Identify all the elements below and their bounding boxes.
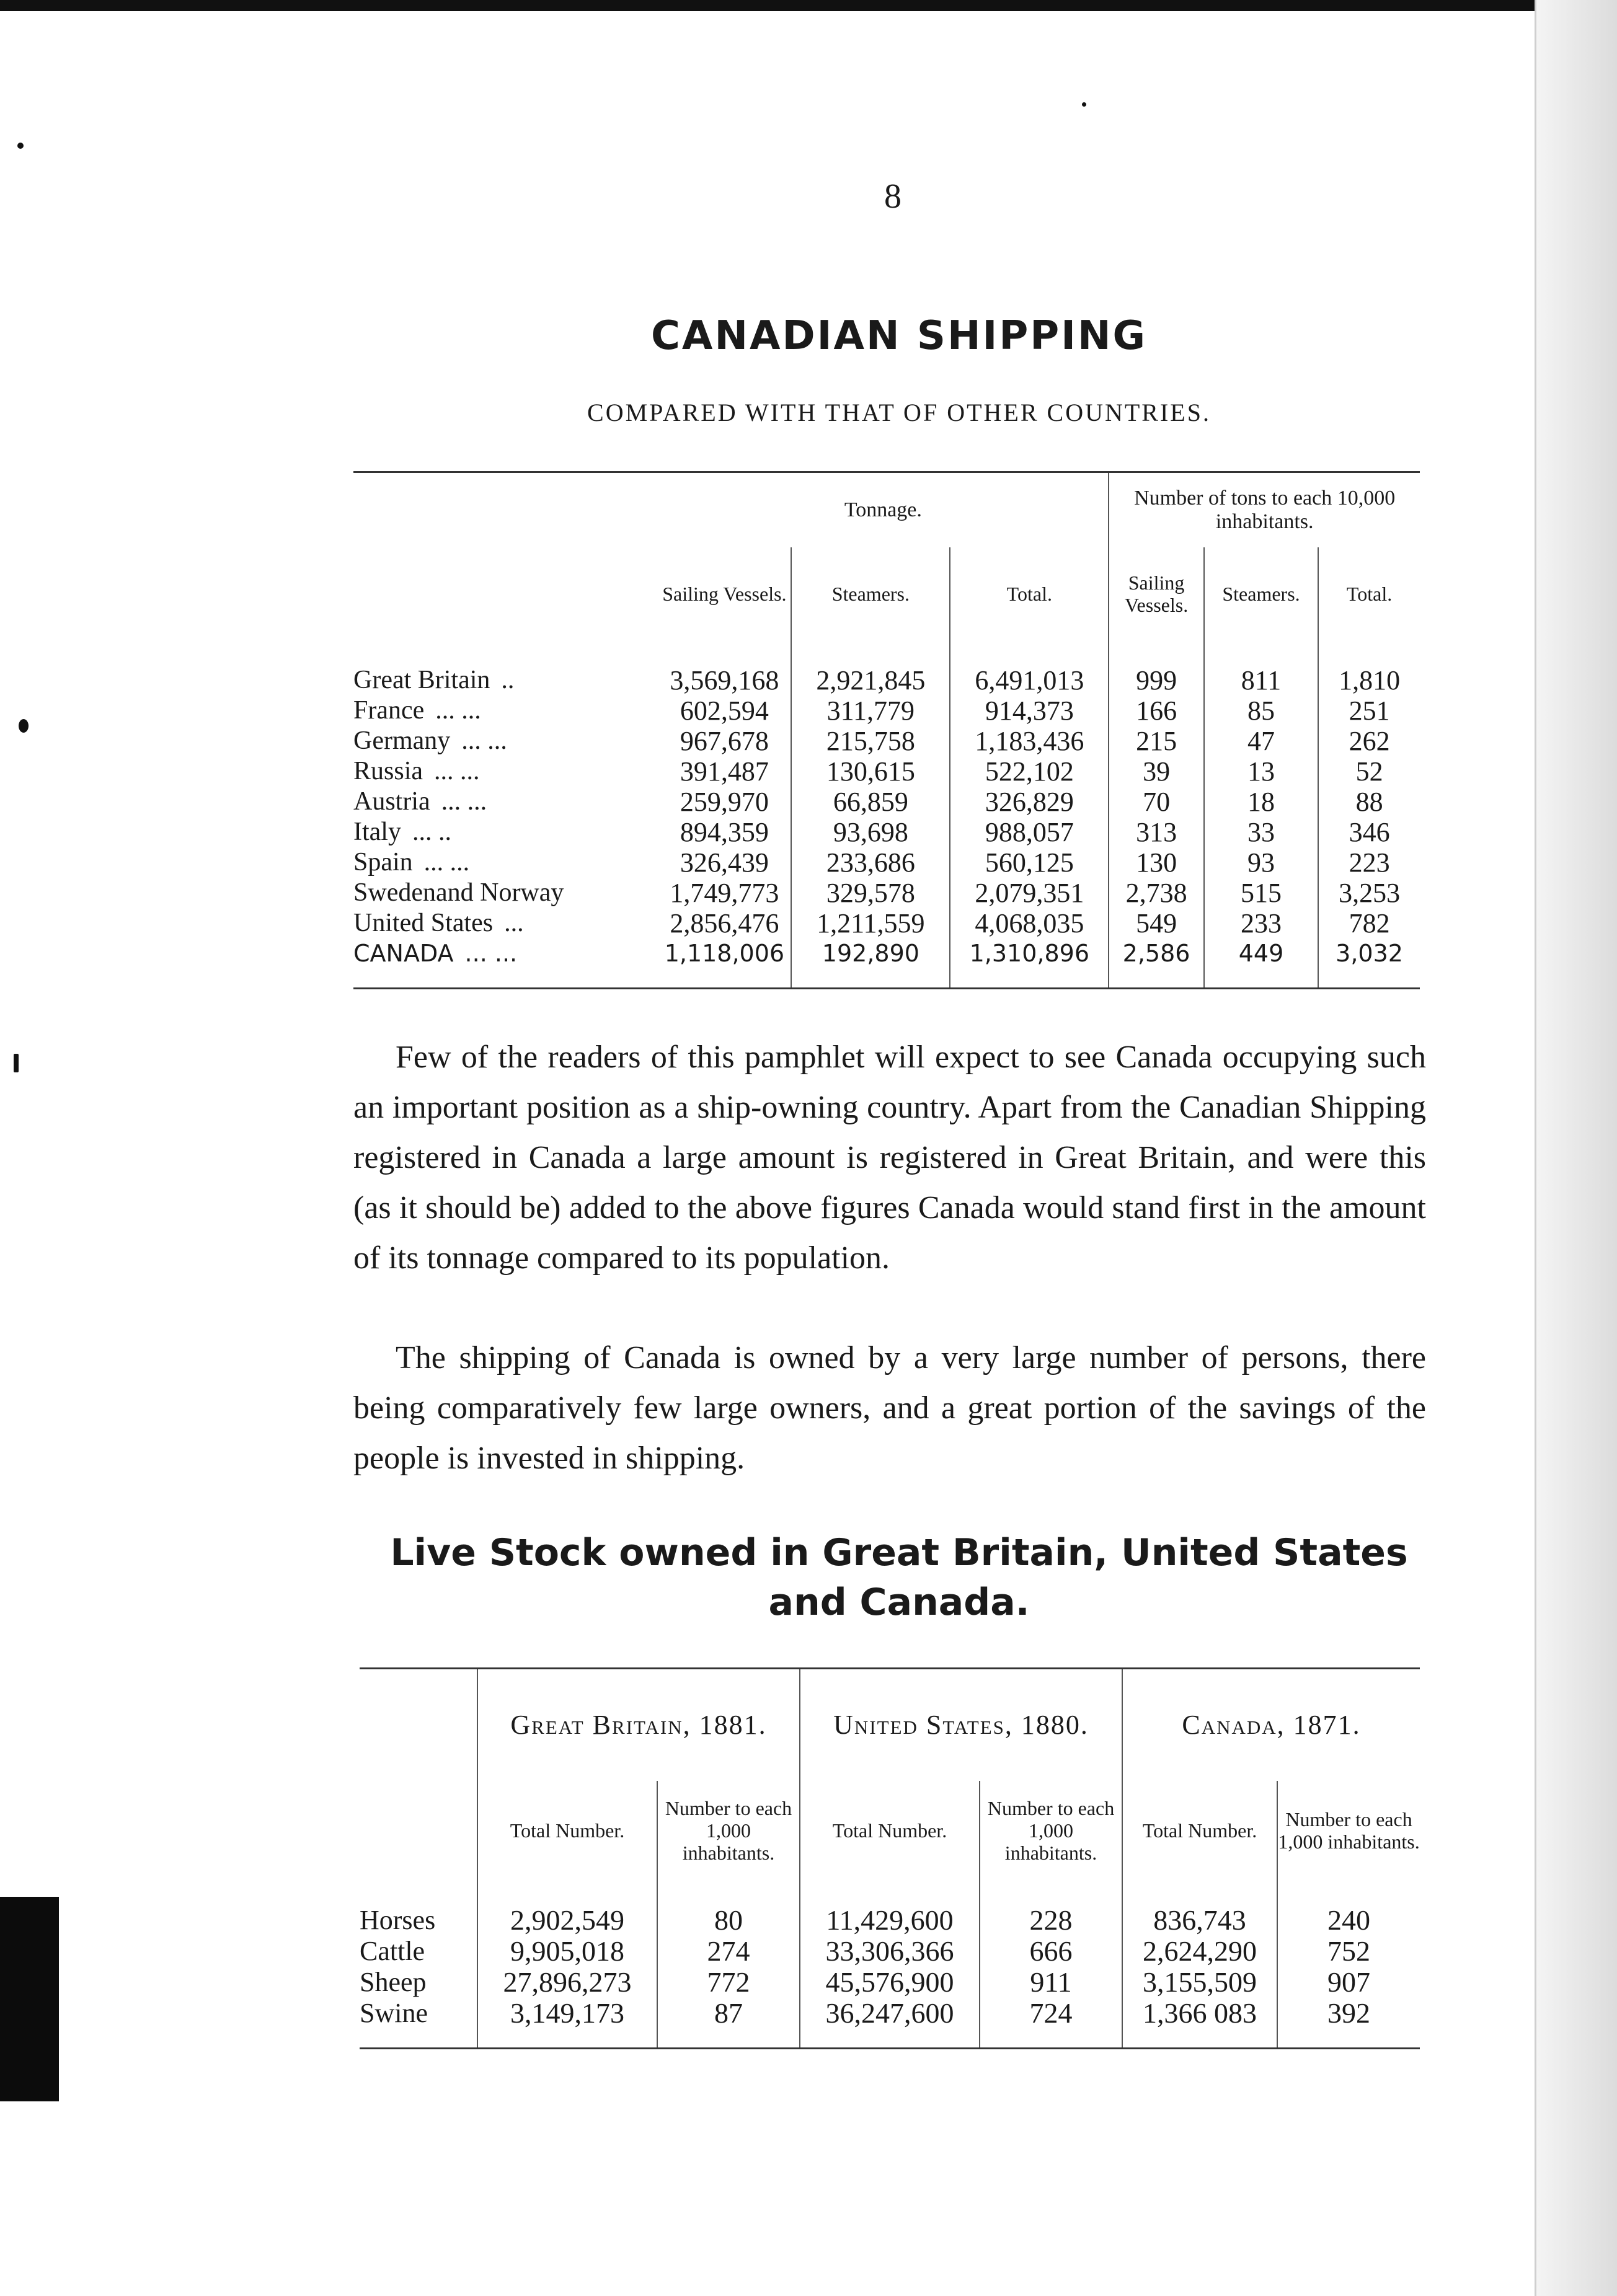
livestock-title: Live Stock owned in Great Britain, United States and Canada. bbox=[390, 1531, 1408, 1624]
col-header-total-per: Total. bbox=[1318, 547, 1420, 640]
steamers-tonnage: 233,686 bbox=[791, 847, 950, 878]
ca-total-header: Total Number. bbox=[1122, 1781, 1277, 1880]
scan-left-binding-shadow bbox=[0, 1897, 59, 2101]
shipping-row bbox=[353, 908, 1420, 938]
ca-per-1000: 240 bbox=[1277, 1905, 1420, 1936]
shipping-row bbox=[353, 695, 1420, 726]
country-header-cell bbox=[353, 472, 658, 548]
sailing-tonnage: 602,594 bbox=[680, 695, 769, 726]
country-label: CANADA bbox=[353, 940, 454, 967]
us-per-header: Number to each 1,000 inhabitants. bbox=[980, 1781, 1122, 1880]
scan-speck bbox=[1082, 102, 1086, 107]
us-total: 36,247,600 bbox=[800, 1998, 980, 2029]
total-per-inhabitants: 251 bbox=[1318, 695, 1420, 726]
leader-dots: ... bbox=[504, 909, 524, 937]
country-label: Austria bbox=[353, 787, 430, 816]
country-name bbox=[353, 817, 658, 847]
total-per-inhabitants: 346 bbox=[1318, 817, 1420, 847]
ca-total: 3,155,509 bbox=[1122, 1967, 1277, 1998]
country-name bbox=[353, 787, 658, 817]
us-per-1000: 666 bbox=[980, 1936, 1122, 1967]
steamers-per-inhabitants: 449 bbox=[1204, 938, 1318, 969]
country-label: Great Britain bbox=[353, 666, 490, 694]
shipping-row bbox=[353, 787, 1420, 817]
scan-speck bbox=[19, 719, 29, 733]
sailing-per-inhabitants: 70 bbox=[1109, 787, 1204, 817]
country-name bbox=[353, 908, 658, 938]
ca-total: 1,366 083 bbox=[1122, 1998, 1277, 2029]
country-label: Spain bbox=[353, 848, 413, 876]
animal-subheader-cell bbox=[360, 1781, 477, 1880]
steamers-per-inhabitants: 233 bbox=[1204, 908, 1318, 938]
sailing-tonnage: 391,487 bbox=[680, 756, 769, 787]
scan-speck bbox=[14, 1054, 19, 1072]
gb-total-header: Total Number. bbox=[477, 1781, 657, 1880]
gb-per-1000: 772 bbox=[657, 1967, 800, 1998]
region-header-canada: Canada, 1871. bbox=[1122, 1669, 1420, 1782]
sailing-tonnage: 1,749,773 bbox=[670, 878, 779, 908]
animal-name: Horses bbox=[360, 1905, 436, 1935]
livestock-row bbox=[360, 1998, 1420, 2029]
leader-dots: ... ... bbox=[423, 848, 470, 876]
shipping-subtitle: COMPARED WITH THAT OF OTHER COUNTRIES. bbox=[587, 399, 1211, 426]
sailing-tonnage: 2,856,476 bbox=[670, 908, 779, 938]
total-tonnage: 4,068,035 bbox=[950, 908, 1109, 938]
us-total-header: Total Number. bbox=[800, 1781, 980, 1880]
total-tonnage: 1,310,896 bbox=[950, 938, 1109, 969]
steamers-tonnage: 66,859 bbox=[791, 787, 950, 817]
country-name bbox=[353, 847, 658, 878]
country-name bbox=[353, 878, 658, 908]
leader-dots: ... ... bbox=[435, 696, 481, 725]
country-label: Italy bbox=[353, 818, 401, 846]
ca-per-1000: 907 bbox=[1277, 1967, 1420, 1998]
ca-per-1000: 392 bbox=[1277, 1998, 1420, 2029]
scan-top-edge bbox=[0, 0, 1617, 11]
country-subheader-cell bbox=[353, 547, 658, 640]
steamers-tonnage: 130,615 bbox=[791, 756, 950, 787]
animal-name: Cattle bbox=[360, 1936, 425, 1966]
us-per-1000: 724 bbox=[980, 1998, 1122, 2029]
sailing-per-inhabitants: 2,738 bbox=[1109, 878, 1204, 908]
steamers-tonnage: 1,211,559 bbox=[791, 908, 950, 938]
region-header-great-britain: Great Britain, 1881. bbox=[477, 1669, 800, 1782]
steamers-per-inhabitants: 18 bbox=[1204, 787, 1318, 817]
scan-speck bbox=[17, 143, 24, 149]
gb-total: 2,902,549 bbox=[477, 1905, 657, 1936]
steamers-tonnage: 311,779 bbox=[791, 695, 950, 726]
ca-total: 2,624,290 bbox=[1122, 1936, 1277, 1967]
sailing-per-inhabitants: 39 bbox=[1109, 756, 1204, 787]
page-number: 8 bbox=[884, 177, 902, 216]
sailing-tonnage: 1,118,006 bbox=[664, 940, 785, 967]
sailing-per-inhabitants: 215 bbox=[1109, 726, 1204, 756]
steamers-tonnage: 93,698 bbox=[791, 817, 950, 847]
ca-total: 836,743 bbox=[1122, 1905, 1277, 1936]
livestock-row bbox=[360, 1936, 1420, 1967]
shipping-row bbox=[353, 665, 1420, 695]
sailing-tonnage: 894,359 bbox=[680, 817, 769, 847]
total-per-inhabitants: 1,810 bbox=[1318, 665, 1420, 695]
total-tonnage: 326,829 bbox=[950, 787, 1109, 817]
paragraph-shipping-position: Few of the readers of this pamphlet will expect to see Canada occupying such an important position as a ship-owning country. Apart from the Canadian Shipping registered in Canada a large amount is registered in Great Britain, and were this (as it should be) added to the above figures Canada would stand first in the amount of its tonnage compared to its population. bbox=[353, 1040, 1426, 1276]
gb-total: 27,896,273 bbox=[477, 1967, 657, 1998]
shipping-row bbox=[353, 817, 1420, 847]
total-tonnage: 2,079,351 bbox=[950, 878, 1109, 908]
steamers-tonnage: 215,758 bbox=[791, 726, 950, 756]
gb-per-1000: 87 bbox=[657, 1998, 800, 2029]
leader-dots: ... ... bbox=[461, 726, 507, 755]
shipping-row bbox=[353, 938, 1420, 969]
us-per-1000: 228 bbox=[980, 1905, 1122, 1936]
sailing-per-inhabitants: 2,586 bbox=[1109, 938, 1204, 969]
shipping-table bbox=[353, 471, 1420, 989]
sailing-tonnage: 967,678 bbox=[680, 726, 769, 756]
leader-dots: ... ... bbox=[464, 940, 518, 967]
us-per-1000: 911 bbox=[980, 1967, 1122, 1998]
steamers-per-inhabitants: 85 bbox=[1204, 695, 1318, 726]
col-header-steamers: Steamers. bbox=[791, 547, 950, 640]
country-name bbox=[353, 665, 658, 695]
ca-per-1000: 752 bbox=[1277, 1936, 1420, 1967]
steamers-per-inhabitants: 33 bbox=[1204, 817, 1318, 847]
us-total: 33,306,366 bbox=[800, 1936, 980, 1967]
total-per-inhabitants: 782 bbox=[1318, 908, 1420, 938]
total-tonnage: 6,491,013 bbox=[950, 665, 1109, 695]
sailing-per-inhabitants: 313 bbox=[1109, 817, 1204, 847]
country-label: Germany bbox=[353, 726, 451, 755]
total-per-inhabitants: 223 bbox=[1318, 847, 1420, 878]
sailing-tonnage: 3,569,168 bbox=[670, 665, 779, 695]
sailing-per-inhabitants: 549 bbox=[1109, 908, 1204, 938]
steamers-per-inhabitants: 47 bbox=[1204, 726, 1318, 756]
total-per-inhabitants: 88 bbox=[1318, 787, 1420, 817]
col-header-total: Total. bbox=[950, 547, 1109, 640]
country-name bbox=[353, 756, 658, 787]
scan-right-margin bbox=[1535, 0, 1617, 2296]
country-label: United States bbox=[353, 909, 494, 937]
tonnage-group-header: Tonnage. bbox=[844, 498, 922, 521]
country-name bbox=[353, 695, 658, 726]
total-tonnage: 988,057 bbox=[950, 817, 1109, 847]
shipping-row bbox=[353, 726, 1420, 756]
leader-dots: ... ... bbox=[434, 757, 480, 785]
shipping-title: CANADIAN SHIPPING bbox=[650, 313, 1148, 359]
col-header-steamers-per: Steamers. bbox=[1204, 547, 1318, 640]
gb-per-1000: 80 bbox=[657, 1905, 800, 1936]
livestock-table bbox=[360, 1667, 1420, 2049]
steamers-per-inhabitants: 13 bbox=[1204, 756, 1318, 787]
animal-header-cell bbox=[360, 1669, 477, 1782]
gb-total: 3,149,173 bbox=[477, 1998, 657, 2029]
total-per-inhabitants: 3,032 bbox=[1318, 938, 1420, 969]
total-per-inhabitants: 3,253 bbox=[1318, 878, 1420, 908]
country-name bbox=[353, 938, 658, 969]
sailing-tonnage: 259,970 bbox=[680, 787, 769, 817]
leader-dots: ... .. bbox=[412, 818, 451, 846]
total-per-inhabitants: 262 bbox=[1318, 726, 1420, 756]
livestock-row bbox=[360, 1905, 1420, 1936]
sailing-per-inhabitants: 166 bbox=[1109, 695, 1204, 726]
leader-dots: ... ... bbox=[441, 787, 487, 816]
steamers-tonnage: 192,890 bbox=[791, 938, 950, 969]
shipping-row bbox=[353, 878, 1420, 908]
gb-total: 9,905,018 bbox=[477, 1936, 657, 1967]
animal-name: Swine bbox=[360, 1998, 428, 2028]
total-tonnage: 1,183,436 bbox=[950, 726, 1109, 756]
sailing-per-inhabitants: 130 bbox=[1109, 847, 1204, 878]
steamers-per-inhabitants: 93 bbox=[1204, 847, 1318, 878]
country-label: Swedenand Norway bbox=[353, 878, 564, 907]
total-tonnage: 914,373 bbox=[950, 695, 1109, 726]
ca-per-header: Number to each 1,000 inhabitants. bbox=[1277, 1781, 1420, 1880]
shipping-row bbox=[353, 756, 1420, 787]
us-total: 11,429,600 bbox=[800, 1905, 980, 1936]
country-label: France bbox=[353, 696, 425, 725]
country-name bbox=[353, 726, 658, 756]
sailing-per-inhabitants: 999 bbox=[1109, 665, 1204, 695]
col-header-sailing-per: Sailing Vessels. bbox=[1109, 547, 1204, 640]
paragraph-shipping-ownership: The shipping of Canada is owned by a very large number of persons, there being comparatively few large owners, and a great portion of the savings of the people is invested in shipping. bbox=[353, 1340, 1426, 1476]
leader-dots: .. bbox=[501, 666, 515, 694]
gb-per-1000: 274 bbox=[657, 1936, 800, 1967]
gb-per-header: Number to each 1,000 inhabitants. bbox=[657, 1781, 800, 1880]
steamers-tonnage: 329,578 bbox=[791, 878, 950, 908]
total-per-inhabitants: 52 bbox=[1318, 756, 1420, 787]
animal-name: Sheep bbox=[360, 1967, 427, 1997]
steamers-per-inhabitants: 515 bbox=[1204, 878, 1318, 908]
livestock-row bbox=[360, 1967, 1420, 1998]
steamers-per-inhabitants: 811 bbox=[1204, 665, 1318, 695]
per-inhabitants-group-header: Number of tons to each 10,000 inhabitants. bbox=[1109, 472, 1420, 548]
col-header-sailing: Sailing Vessels. bbox=[662, 583, 787, 605]
country-label: Russia bbox=[353, 757, 423, 785]
shipping-row bbox=[353, 847, 1420, 878]
sailing-tonnage: 326,439 bbox=[680, 847, 769, 878]
total-tonnage: 522,102 bbox=[950, 756, 1109, 787]
total-tonnage: 560,125 bbox=[950, 847, 1109, 878]
region-header-united-states: United States, 1880. bbox=[800, 1669, 1122, 1782]
us-total: 45,576,900 bbox=[800, 1967, 980, 1998]
steamers-tonnage: 2,921,845 bbox=[791, 665, 950, 695]
